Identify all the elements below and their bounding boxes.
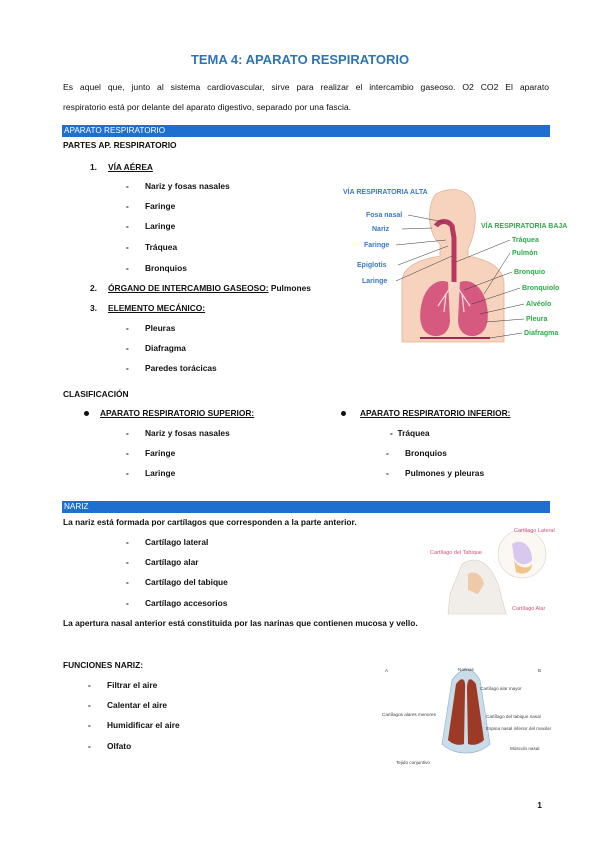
fig1-label: Tráquea [512, 237, 539, 244]
fig3-label: Cartílagos alares menores [382, 712, 436, 717]
list-item-text: Tráquea [397, 428, 430, 438]
list-item: - Faringe [145, 448, 175, 459]
bullet-icon [84, 411, 89, 416]
fig1-label: Epiglotis [357, 262, 387, 269]
fig1-label: Faringe [364, 242, 390, 249]
fig1-label: Bronquio [514, 269, 546, 276]
list-item: - Nariz y fosas nasales [145, 181, 230, 192]
fig1-label: Bronquiolo [522, 285, 560, 292]
fig2-label: Cartílago Alar [512, 606, 546, 612]
functions-title: FUNCIONES NARIZ: [63, 660, 144, 670]
nose-section-figure [382, 664, 552, 768]
fig1-label: Alvéolo [526, 301, 552, 308]
fig2-label: Cartílago del Tabique [430, 550, 482, 556]
list-item: - Bronquios [145, 263, 187, 274]
list-item: - Cartílago lateral [145, 537, 208, 548]
fig1-label: Pleura [526, 316, 548, 323]
list-item: - Pulmones y pleuras [405, 468, 484, 479]
parts-subtitle: PARTES AP. RESPIRATORIO [63, 140, 177, 150]
section-header-nariz: NARIZ [62, 501, 550, 513]
bullet-icon [341, 411, 346, 416]
pointer-line [402, 228, 432, 229]
intro-line: Es aquel que, junto al sistema cardiovascular, sirve para realizar el intercambio gaseoso. O2 CO2 El aparato [63, 82, 549, 92]
section-header-aparato: APARATO RESPIRATORIO [62, 125, 550, 137]
fig3-label: Cartílago del tabique nasal [486, 714, 541, 719]
fig1-label: Diafragma [524, 330, 559, 337]
fig3-label: B [538, 668, 542, 673]
list-item-elemento: ELEMENTO MECÁNICO: [108, 303, 206, 313]
list-item-via-aerea: VÍA AÉREA [108, 162, 153, 172]
list-number: 1. [90, 162, 97, 172]
list-item: - Pleuras [145, 323, 175, 334]
list-item: - Laringe [145, 468, 175, 479]
fig3-label: Tejido conjuntivo [396, 760, 430, 765]
list-number: 2. [90, 283, 97, 293]
nariz-intro: La nariz está formada por cartílagos que corresponden a la parte anterior. [63, 517, 357, 527]
list-item: - Bronquios [405, 448, 447, 459]
list-item: - Paredes torácicas [145, 363, 217, 374]
fig2-label: Cartílago Lateral [514, 528, 555, 534]
intro-paragraph [63, 77, 549, 117]
list-item: - Tráquea [145, 242, 177, 253]
organo-label: ÓRGANO DE INTERCAMBIO GASEOSO: [108, 283, 269, 293]
list-item: - Faringe [145, 201, 175, 212]
inferior-label: APARATO RESPIRATORIO INFERIOR: [360, 408, 511, 418]
fig3-label: Músculo nasal [510, 746, 540, 751]
page-number: 1 [537, 800, 542, 810]
nariz-outro: La apertura nasal anterior está constituida por las narinas que contienen mucosa y vello. [63, 618, 418, 628]
list-item: - Calentar el aire [107, 700, 167, 711]
classification-title: CLASIFICACIÓN [63, 389, 129, 399]
list-item: - Olfato [107, 741, 131, 752]
page-title: TEMA 4: APARATO RESPIRATORIO [190, 52, 410, 67]
list-item: - Cartílago accesorios [145, 598, 227, 609]
list-item: - Cartílago del tabique [145, 577, 228, 588]
organo-value: Pulmones [268, 283, 311, 293]
list-item: - Laringe [145, 221, 175, 232]
list-item: - Humidificar el aire [107, 720, 180, 731]
fig3-label: Espina nasal inferior del maxilar [486, 726, 552, 731]
list-item: - Diafragma [145, 343, 186, 354]
list-item: - Filtrar el aire [107, 680, 157, 691]
superior-label: APARATO RESPIRATORIO SUPERIOR: [100, 408, 255, 418]
list-item: - Cartílago alar [145, 557, 199, 568]
nose-cartilage-figure [428, 524, 555, 624]
fig3-label: A [385, 668, 389, 673]
fig1-label: Fosa nasal [366, 212, 403, 219]
fig1-upper-title: VÍA RESPIRATORIA ALTA [343, 189, 428, 196]
list-item: - Nariz y fosas nasales [145, 428, 230, 439]
intro-line: respiratorio está por delante del aparato digestivo, separado por una fascia. [63, 102, 352, 112]
fig1-lower-title: VÍA RESPIRATORIA BAJA [481, 223, 568, 230]
list-item-organo [108, 283, 311, 294]
fig3-label: Narinas [458, 667, 474, 672]
fig1-label: Laringe [362, 278, 388, 285]
fig1-label: Pulmón [512, 250, 538, 257]
fig3-label: Cartílago alar mayor [480, 686, 522, 691]
respiratory-system-figure [340, 182, 572, 346]
fig1-label: Nariz [372, 226, 390, 233]
list-number: 3. [90, 303, 97, 313]
list-item: - Tráquea [390, 428, 430, 438]
